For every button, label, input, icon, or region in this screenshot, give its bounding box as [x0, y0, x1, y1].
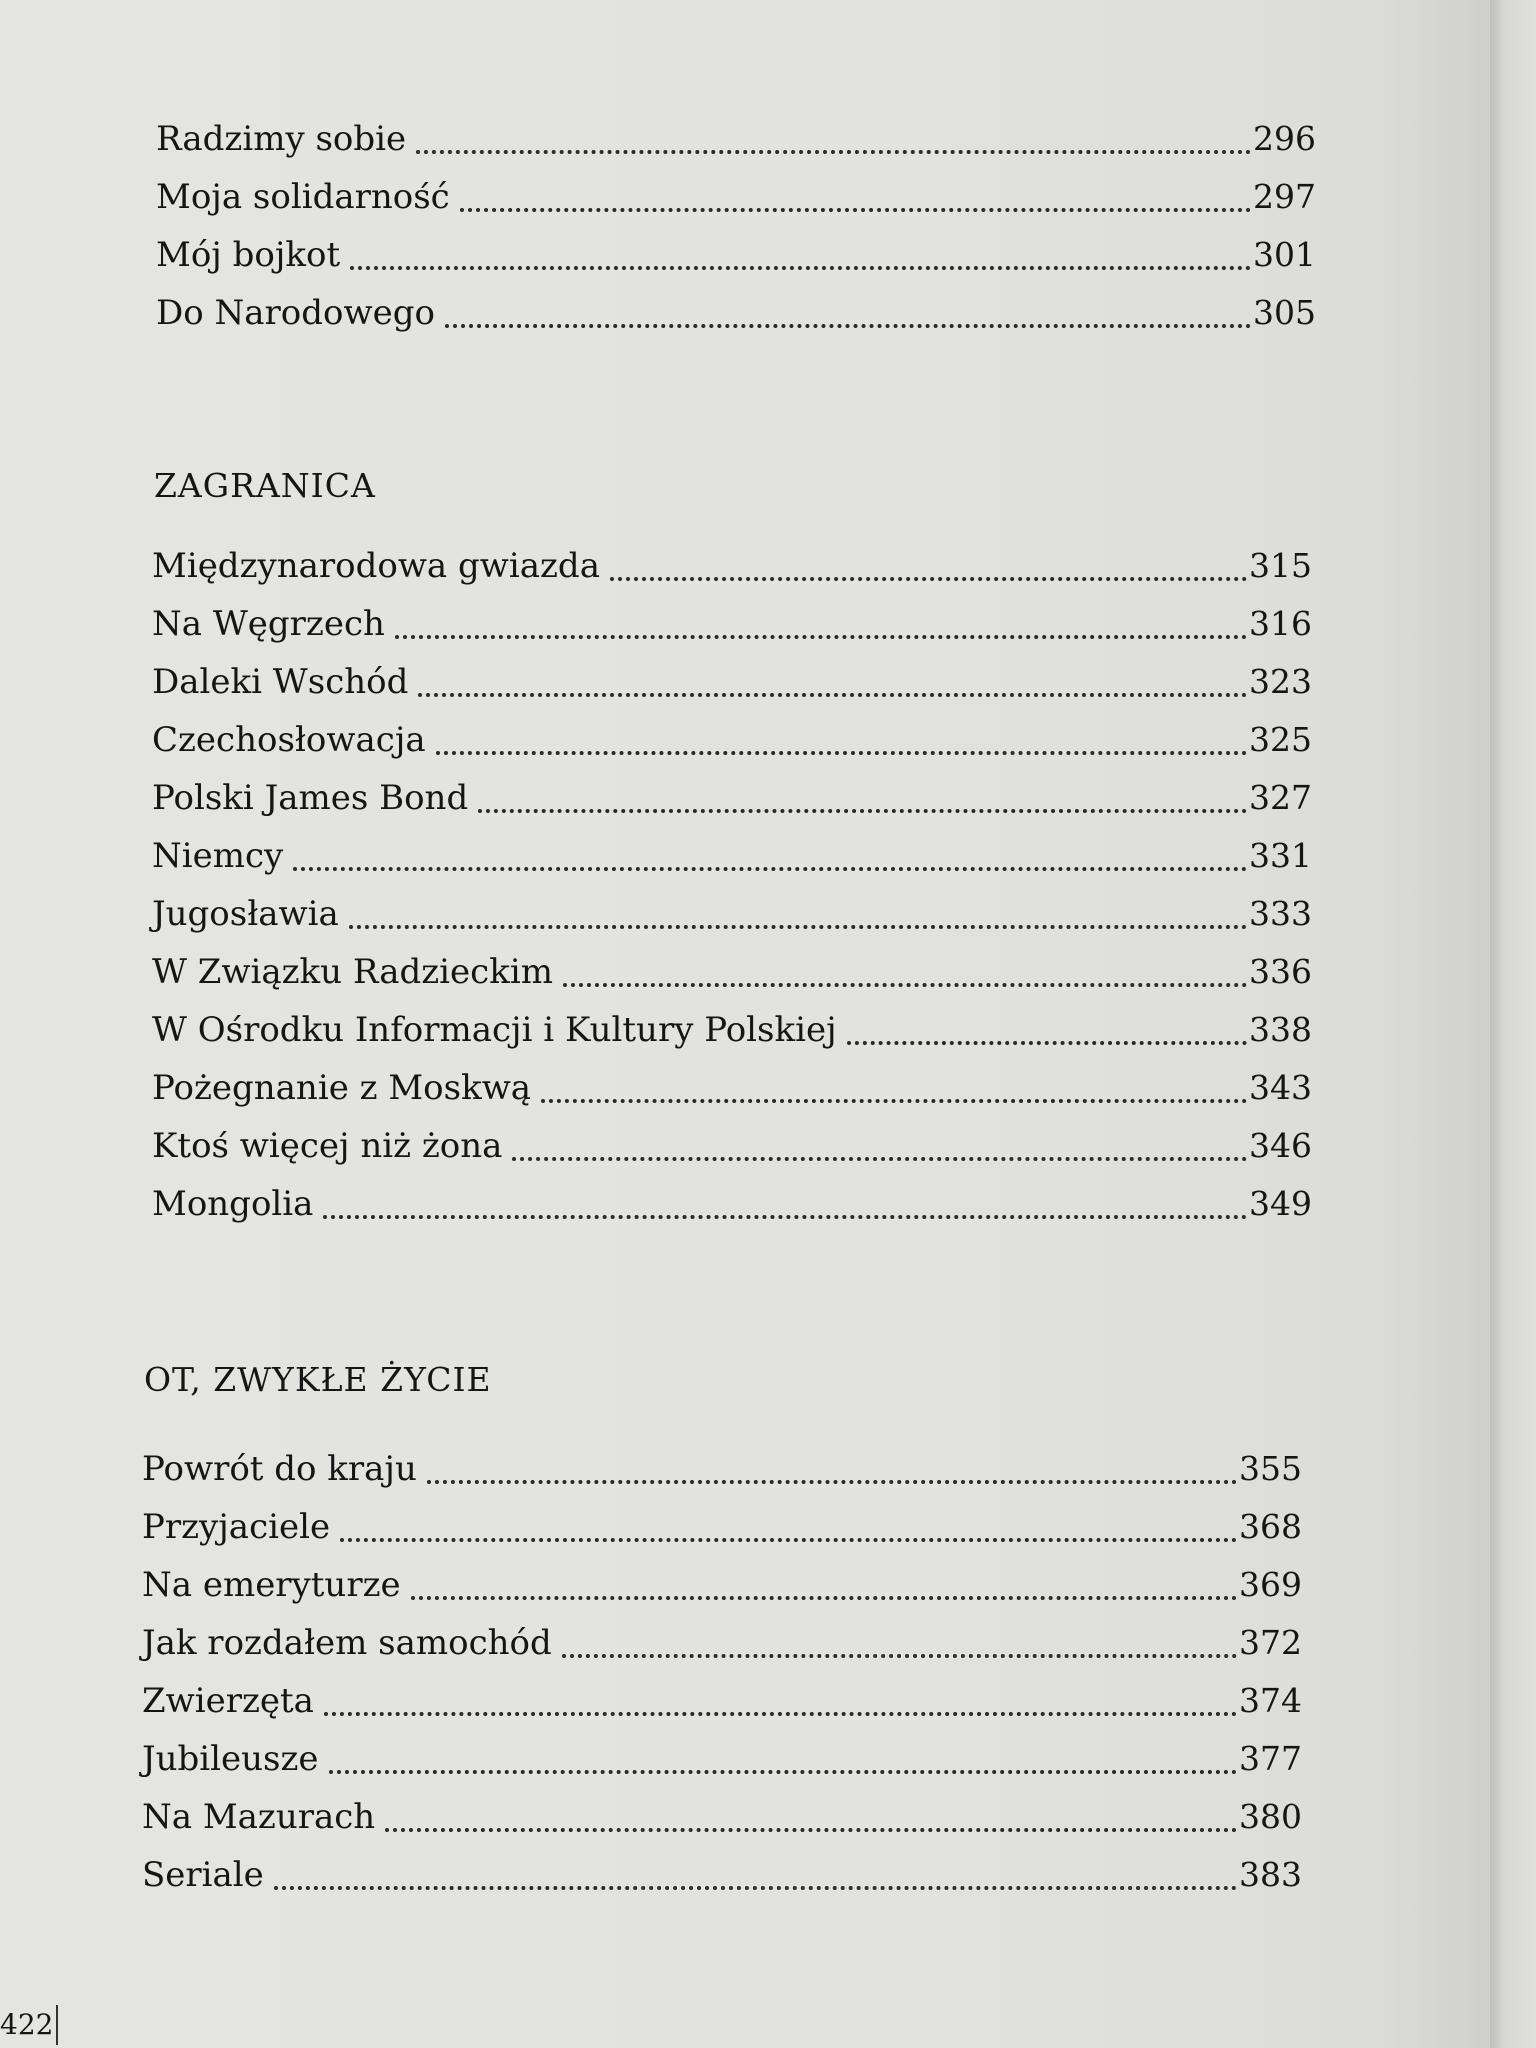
dot-leader [395, 635, 1247, 639]
toc-entry-title: Jak rozdałem samochód [142, 1623, 552, 1663]
toc-entry-title: Ktoś więcej niż żona [152, 1126, 503, 1166]
toc-entry [152, 653, 1312, 711]
toc-entry-title: Radzimy sobie [156, 119, 407, 159]
toc-entry [142, 1788, 1302, 1846]
toc-entry-title: Na Węgrzech [152, 604, 385, 644]
toc-entry-page-number: 369 [1239, 1565, 1302, 1604]
toc-entry-page-number: 374 [1239, 1681, 1302, 1720]
toc-entry-title: Moja solidarność [156, 177, 450, 217]
toc-entry-title: Jugosławia [152, 894, 339, 934]
toc-entry [142, 1730, 1302, 1788]
toc-entry [152, 885, 1312, 943]
dot-leader [293, 867, 1247, 871]
dot-leader [385, 1828, 1237, 1832]
toc-entry-page-number: 346 [1249, 1126, 1312, 1165]
toc-entry [152, 1001, 1312, 1059]
dot-leader [329, 1770, 1237, 1774]
dot-leader [411, 1596, 1237, 1600]
dot-leader [610, 577, 1247, 581]
dot-leader [478, 809, 1247, 813]
page-number: 422 [0, 2005, 58, 2045]
dot-leader [323, 1215, 1247, 1219]
toc-entry-title: Jubileusze [142, 1739, 319, 1779]
toc-entry-page-number: 315 [1249, 546, 1312, 585]
toc-entry-page-number: 301 [1253, 235, 1316, 274]
toc-entry-title: Mój bojkot [156, 235, 341, 275]
dot-leader [274, 1886, 1237, 1890]
toc-entry-page-number: 338 [1249, 1010, 1312, 1049]
toc-entry-title: Niemcy [152, 836, 284, 876]
toc-entry-title: Na Mazurach [142, 1797, 376, 1837]
toc-entry-page-number: 305 [1253, 293, 1316, 332]
dot-leader [563, 983, 1247, 987]
toc-entry-page-number: 343 [1249, 1068, 1312, 1107]
section-heading-ot-zwykle-zycie: OT, ZWYKŁE ŻYCIE [144, 1360, 492, 1399]
toc-entry [142, 1846, 1302, 1904]
toc-entry [152, 1059, 1312, 1117]
toc-entry [156, 168, 1316, 226]
toc-entry-page-number: 316 [1249, 604, 1312, 643]
toc-entry-title: Mongolia [152, 1184, 314, 1224]
toc-entry [152, 537, 1312, 595]
dot-leader [512, 1157, 1247, 1161]
dot-leader [349, 925, 1247, 929]
toc-entry-title: Do Narodowego [156, 293, 435, 333]
toc-group-1 [156, 110, 1316, 342]
toc-entry-page-number: 325 [1249, 720, 1312, 759]
toc-entry-title: Przyjaciele [142, 1507, 331, 1547]
toc-entry-page-number: 368 [1239, 1507, 1302, 1546]
toc-entry [142, 1440, 1302, 1498]
toc-entry [142, 1498, 1302, 1556]
toc-entry [152, 769, 1312, 827]
toc-entry-title: Na emeryturze [142, 1565, 401, 1605]
toc-entry-page-number: 297 [1253, 177, 1316, 216]
dot-leader [340, 1538, 1237, 1542]
dot-leader [350, 266, 1251, 270]
toc-entry [156, 110, 1316, 168]
toc-entry-title: W Ośrodku Informacji i Kultury Polskiej [152, 1010, 837, 1050]
section-heading-zagranica: ZAGRANICA [154, 466, 376, 505]
toc-list [142, 1440, 1302, 1904]
toc-entry-title: Międzynarodowa gwiazda [152, 546, 600, 586]
dot-leader [324, 1712, 1237, 1716]
toc-entry-page-number: 377 [1239, 1739, 1302, 1778]
toc-entry-title: Polski James Bond [152, 778, 469, 818]
toc-entry-title: Daleki Wschód [152, 662, 409, 702]
toc-list [156, 110, 1316, 342]
toc-entry-page-number: 355 [1239, 1449, 1302, 1488]
dot-leader [416, 150, 1251, 154]
toc-entry-title: Pożegnanie z Moskwą [152, 1068, 532, 1108]
dot-leader [460, 208, 1251, 212]
toc-entry-page-number: 333 [1249, 894, 1312, 933]
toc-entry [152, 1117, 1312, 1175]
toc-entry [152, 1175, 1312, 1233]
toc-entry-page-number: 372 [1239, 1623, 1302, 1662]
dot-leader [847, 1041, 1247, 1045]
toc-entry [156, 284, 1316, 342]
toc-entry-title: Seriale [142, 1855, 264, 1895]
toc-entry-page-number: 380 [1239, 1797, 1302, 1836]
toc-entry [152, 595, 1312, 653]
toc-entry [142, 1556, 1302, 1614]
toc-group-2 [152, 537, 1312, 1233]
toc-entry [152, 711, 1312, 769]
dot-leader [418, 693, 1247, 697]
toc-entry [152, 943, 1312, 1001]
toc-entry-title: Czechosłowacja [152, 720, 426, 760]
toc-entry-page-number: 349 [1249, 1184, 1312, 1223]
toc-entry-page-number: 323 [1249, 662, 1312, 701]
dot-leader [562, 1654, 1237, 1658]
toc-entry [152, 827, 1312, 885]
toc-entry-page-number: 383 [1239, 1855, 1302, 1894]
dot-leader [541, 1099, 1247, 1103]
dot-leader [427, 1480, 1237, 1484]
toc-entry [156, 226, 1316, 284]
toc-entry-page-number: 327 [1249, 778, 1312, 817]
toc-entry-title: W Związku Radzieckim [152, 952, 553, 992]
dot-leader [436, 751, 1247, 755]
dot-leader [445, 324, 1251, 328]
toc-entry-page-number: 331 [1249, 836, 1312, 875]
page-edge [1490, 0, 1536, 2048]
toc-entry-page-number: 296 [1253, 119, 1316, 158]
toc-entry [142, 1614, 1302, 1672]
toc-entry-page-number: 336 [1249, 952, 1312, 991]
toc-entry-title: Zwierzęta [142, 1681, 314, 1721]
toc-entry [142, 1672, 1302, 1730]
toc-list [152, 537, 1312, 1233]
toc-entry-title: Powrót do kraju [142, 1449, 417, 1489]
toc-group-3 [142, 1440, 1302, 1904]
